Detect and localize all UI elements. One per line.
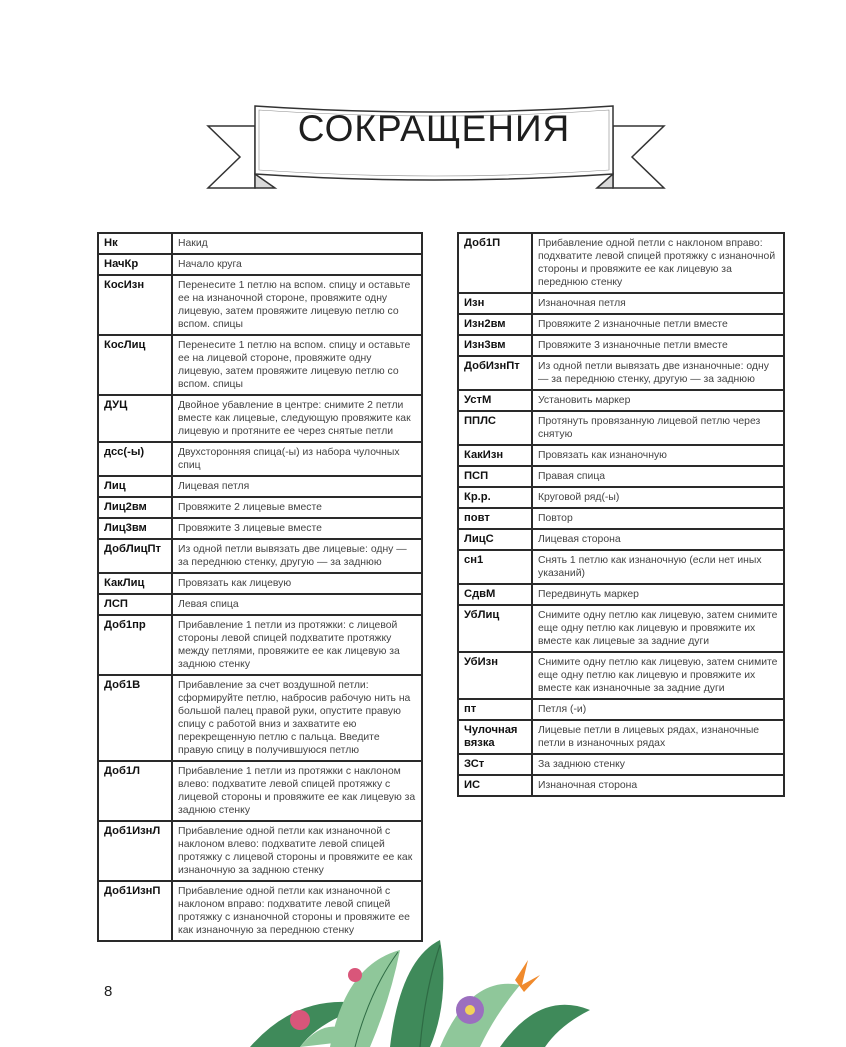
abbreviation-description: Перенесите 1 петлю на вспом. спицу и оставьте ее на изнаночной стороне, провяжите одну лицевую, затем провяжите лицевую петлю со вспом. спицы — [172, 275, 422, 335]
leaf-small-left — [300, 1027, 360, 1047]
abbreviation: Изн — [458, 293, 532, 314]
table-row — [458, 508, 784, 529]
abbreviation: дсс(-ы) — [98, 442, 172, 476]
table-row — [98, 254, 422, 275]
table-row — [458, 466, 784, 487]
abbreviation: ДобЛицПт — [98, 539, 172, 573]
abbreviation: НачКр — [98, 254, 172, 275]
abbreviation-description: Прибавление за счет воздушной петли: сформируйте петлю, набросив рабочую нить на большой палец правой руки, опустите правую спицу с работой вниз и захватите ею перекрещенную петлю с пальца. Введите правую спицу в получившуюся петлю — [172, 675, 422, 761]
abbreviations-table-right — [457, 232, 785, 797]
abbreviation: Доб1В — [98, 675, 172, 761]
table-row — [98, 594, 422, 615]
abbreviation-description: Провяжите 2 изнаночные петли вместе — [532, 314, 784, 335]
abbreviation-description: Прибавление одной петли с наклоном вправо: подхватите левой спицей протяжку с изнаночной стороны и провяжите ее как лицевую за переднюю стенку — [532, 233, 784, 293]
page-number: 8 — [104, 983, 113, 1000]
abbreviation-description: Провяжите 2 лицевые вместе — [172, 497, 422, 518]
table-row — [458, 233, 784, 293]
abbreviation: Нк — [98, 233, 172, 254]
table-row — [458, 775, 784, 796]
abbreviation-description: Прибавление одной петли как изнаночной с наклоном влево: подхватите левой спицей протяжку с лицевой стороны и провяжите ее как изнаночную за заднюю стенку — [172, 821, 422, 881]
abbreviation-description: Установить маркер — [532, 390, 784, 411]
abbreviation: Доб1ИзнЛ — [98, 821, 172, 881]
abbreviation-description: Снять 1 петлю как изнаночную (если нет иных указаний) — [532, 550, 784, 584]
abbreviation: ЗСт — [458, 754, 532, 775]
abbreviation-description: Прибавление 1 петли из протяжки: с лицевой стороны левой спицей подхватите протяжку между петлями, провяжите ее как лицевую за заднюю стенку — [172, 615, 422, 675]
table-row — [458, 314, 784, 335]
table-row — [98, 233, 422, 254]
table-row — [98, 615, 422, 675]
abbreviation: Изн2вм — [458, 314, 532, 335]
abbreviation: Изн3вм — [458, 335, 532, 356]
abbreviation-description: Круговой ряд(-ы) — [532, 487, 784, 508]
abbreviations-table-left — [97, 232, 423, 942]
leaf-center-right — [440, 984, 520, 1047]
abbreviation: КакИзн — [458, 445, 532, 466]
table-row — [458, 335, 784, 356]
abbreviation-description: Провяжите 3 лицевые вместе — [172, 518, 422, 539]
abbreviation-description: Из одной петли вывязать две изнаночные: одну — за переднюю стенку, другую — за заднюю — [532, 356, 784, 390]
flower-center — [465, 1005, 475, 1015]
abbreviation: КосЛиц — [98, 335, 172, 395]
abbreviation: Доб1ИзнП — [98, 881, 172, 941]
abbreviation-description: Прибавление одной петли как изнаночной с наклоном вправо: подхватите левой спицей протяжку с изнаночной стороны и провяжите ее как изнаночную за переднюю стенку — [172, 881, 422, 941]
table-row — [458, 720, 784, 754]
abbreviation-description: Лицевая сторона — [532, 529, 784, 550]
abbreviation-description: Провязать как изнаночную — [532, 445, 784, 466]
abbreviation-description: За заднюю стенку — [532, 754, 784, 775]
berry-pink — [348, 968, 362, 982]
table-row — [98, 761, 422, 821]
abbreviation-description: Снимите одну петлю как лицевую, затем снимите еще одну петлю как лицевую и провяжите их вместе как лицевые за задние дуги — [532, 605, 784, 652]
abbreviation: Доб1Л — [98, 761, 172, 821]
banner-right-tail — [613, 126, 664, 188]
table-row — [458, 754, 784, 775]
abbreviation-description: Провяжите 3 изнаночные петли вместе — [532, 335, 784, 356]
table-row — [458, 699, 784, 720]
table-row — [98, 573, 422, 594]
abbreviation: ПСП — [458, 466, 532, 487]
right-table-body — [458, 233, 784, 796]
abbreviation: КосИзн — [98, 275, 172, 335]
leaf-vein — [355, 952, 398, 1047]
abbreviation-description: Провязать как лицевую — [172, 573, 422, 594]
flower-purple — [456, 996, 484, 1024]
banner-left-fold — [255, 174, 275, 188]
table-row — [98, 442, 422, 476]
abbreviation-description: Повтор — [532, 508, 784, 529]
abbreviation-description: Двойное убавление в центре: снимите 2 петли вместе как лицевые, следующую провяжите как лицевую и протяните ее через снятые петли — [172, 395, 422, 442]
abbreviation: сн1 — [458, 550, 532, 584]
table-row — [458, 445, 784, 466]
table-row — [458, 293, 784, 314]
banner-right-fold — [597, 174, 613, 188]
bird-of-paradise-flower — [515, 960, 540, 992]
abbreviation-description: Накид — [172, 233, 422, 254]
abbreviation: пт — [458, 699, 532, 720]
abbreviation: Лиц3вм — [98, 518, 172, 539]
abbreviation-description: Левая спица — [172, 594, 422, 615]
leaf-vein-group — [355, 945, 440, 1047]
table-row — [98, 881, 422, 941]
abbreviation: Лиц2вм — [98, 497, 172, 518]
table-row — [98, 821, 422, 881]
banner-left-tail — [208, 126, 255, 188]
abbreviation: ППЛС — [458, 411, 532, 445]
table-row — [458, 487, 784, 508]
abbreviation: Доб1П — [458, 233, 532, 293]
table-row — [98, 497, 422, 518]
abbreviation: ЛицС — [458, 529, 532, 550]
title-banner — [0, 0, 846, 200]
abbreviation-description: Из одной петли вывязать две лицевые: одну — за переднюю стенку, другую — за заднюю — [172, 539, 422, 573]
table-row — [458, 529, 784, 550]
abbreviation-description: Изнаночная петля — [532, 293, 784, 314]
abbreviation: Доб1пр — [98, 615, 172, 675]
leaf-left — [250, 1002, 370, 1047]
abbreviation: ДУЦ — [98, 395, 172, 442]
table-row — [98, 675, 422, 761]
page-title: СОКРАЩЕНИЯ — [297, 108, 571, 149]
abbreviation: ИС — [458, 775, 532, 796]
abbreviation: УстМ — [458, 390, 532, 411]
abbreviation: КакЛиц — [98, 573, 172, 594]
abbreviation: УбЛиц — [458, 605, 532, 652]
table-row — [98, 476, 422, 497]
table-row — [458, 584, 784, 605]
table-row — [458, 390, 784, 411]
abbreviation: повт — [458, 508, 532, 529]
table-row — [458, 652, 784, 699]
abbreviation: ЛСП — [98, 594, 172, 615]
abbreviation: УбИзн — [458, 652, 532, 699]
abbreviation-description: Правая спица — [532, 466, 784, 487]
abbreviation-description: Начало круга — [172, 254, 422, 275]
leaf-vein — [420, 945, 440, 1047]
abbreviation-description: Прибавление 1 петли из протяжки с наклоном влево: подхватите левой спицей протяжку с лицевой стороны и провяжите ее как лицевую за заднюю стенку — [172, 761, 422, 821]
table-row — [458, 605, 784, 652]
left-table-body — [98, 233, 422, 941]
table-row — [98, 518, 422, 539]
abbreviation: Лиц — [98, 476, 172, 497]
table-row — [458, 411, 784, 445]
leaf-group — [250, 940, 590, 1047]
abbreviation-description: Перенесите 1 петлю на вспом. спицу и оставьте ее на лицевой стороне, провяжите одну лицевую, затем провяжите лицевую петлю со вспом. спицы — [172, 335, 422, 395]
table-row — [458, 356, 784, 390]
table-row — [98, 275, 422, 335]
leaf-left-tall — [330, 950, 400, 1047]
abbreviation: ДобИзнПт — [458, 356, 532, 390]
table-row — [98, 335, 422, 395]
abbreviation-description: Лицевые петли в лицевых рядах, изнаночные петли в изнаночных рядах — [532, 720, 784, 754]
flower-pink — [290, 1010, 310, 1030]
abbreviation: Чулочная вязка — [458, 720, 532, 754]
table-row — [98, 539, 422, 573]
abbreviation-description: Двухсторонняя спица(-ы) из набора чулочных спиц — [172, 442, 422, 476]
abbreviation: СдвМ — [458, 584, 532, 605]
leaf-right — [500, 1005, 590, 1047]
abbreviation: Кр.р. — [458, 487, 532, 508]
abbreviation-description: Передвинуть маркер — [532, 584, 784, 605]
monstera-leaf-center — [390, 940, 443, 1047]
abbreviation-description: Петля (-и) — [532, 699, 784, 720]
abbreviation-description: Протянуть провязанную лицевой петлю через снятую — [532, 411, 784, 445]
abbreviation-description: Изнаночная сторона — [532, 775, 784, 796]
table-row — [98, 395, 422, 442]
table-row — [458, 550, 784, 584]
abbreviation-description: Снимите одну петлю как лицевую, затем снимите еще одну петлю как лицевую и провяжите их вместе как изнаночные за задние дуги — [532, 652, 784, 699]
abbreviation-description: Лицевая петля — [172, 476, 422, 497]
